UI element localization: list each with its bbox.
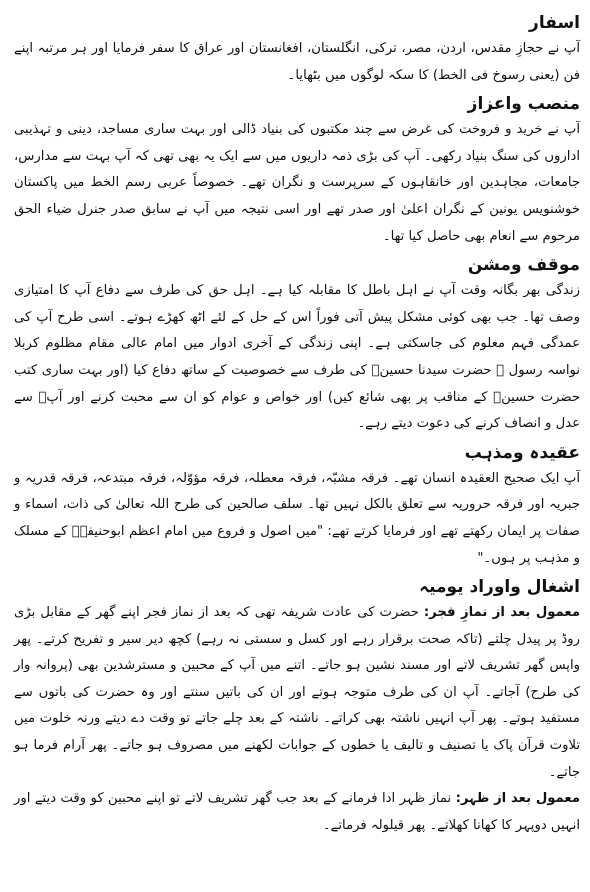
text-after-zuhr: نماز ظہر ادا فرمانے کے بعد جب گھر تشریف لاتے تو اپنے محبین کو وقت دیتے اور انہیں دوپہر کا کھانا کھلاتے۔ پھر قیلولہ فرماتے۔ — [14, 791, 580, 833]
section-positions-honours — [14, 91, 580, 250]
heading-travels: اسفار — [529, 13, 580, 33]
paragraph-after-zuhr — [14, 786, 580, 839]
lead-after-zuhr: معمول بعد از ظہر: — [455, 791, 580, 807]
section-travels — [14, 10, 580, 89]
heading-positions-honours: منصب واعزاز — [467, 94, 580, 115]
paragraph-after-fajr — [14, 600, 580, 786]
heading-creed: عقیدہ ومذہب — [464, 442, 580, 463]
lead-after-fajr: معمول بعد از نمازِ فجر: — [423, 605, 580, 621]
paragraph-creed: آپ ایک صحیح العقیدہ انسان تھے۔ فرقہ مشبّہ، فرقہ معطلہ، فرقہ مؤوّلہ، فرقہ مبتدعہ، فرقہ قدریہ و جبریہ اور فرقہ حروریہ سے تعلق بالکل نہیں تھا۔ سلف صالحین کی طرح اللہ تعالیٰ کی ذات، اسماء و صفات پر ایمان رکھتے تھے اور فرمایا کرتے تھے: "میں اصول و فروع میں امام اعظم ابوحنیفہؒ کے مسلک و مذہب پر ہوں۔" — [14, 470, 580, 566]
paragraph-positions-honours: آپ نے خرید و فروخت کی غرض سے چند مکتبوں کی بنیاد ڈالی اور بہت ساری مساجد، دینی و تہذیبی اداروں کی سنگ بنیاد رکھی۔ آپ کی بڑی ذمہ داریوں میں سے ایک یہ بھی تھی کہ آپ بہت سے مدارس، جامعات، مجاہدین اور خانقاہوں کے سرپرست و نگران تھے۔ خصوصاً عربی رسم الخط میں پاکستان خوشنویس یونین کے نگران اعلیٰ اور صدر تھے اور اسی نتیجہ میں آپ نے سابق صدر جنرل ضیاء الحق مرحوم سے انعام بھی حاصل کیا تھا۔ — [14, 122, 580, 244]
section-stance-mission — [14, 252, 580, 438]
text-after-fajr: حضرت کی عادت شریفہ تھی کہ بعد از نماز فجر اپنے گھر کے مقابل بڑی روڈ پر پیدل چلتے (تاکہ صحت برقرار رہے اور کسل و سستی نہ رہے) کچھ دیر سیر و تفریح کرتے۔ پھر واپس گھر تشریف لاتے اور مسند نشین ہو جاتے۔ اتنے میں آپ کے محبین و مسترشدین بھی (پروانہ وار کی طرح) آجاتے۔ آپ ان کی طرف متوجہ ہوتے اور ان کی باتیں سنتے اور وہ حضرت کی باتوں سے مستفید ہوتے۔ پھر آپ انہیں ناشتہ بھی کراتے۔ ناشتہ کے بعد چلے جاتے تو وقت دے دیتے ورنہ خلوت میں تلاوت قرآن پاک یا تصنیف و تالیف یا خطوں کے جوابات لکھنے میں مصروف ہو جاتے۔ پھر آرام فرما ہو جاتے۔ — [14, 605, 580, 780]
section-creed — [14, 440, 580, 572]
heading-daily-routine: اشغال واوراد یومیہ — [419, 577, 580, 598]
paragraph-travels: آپ نے حجازِ مقدس، اردن، مصر، ترکی، انگلستان، افغانستان اور عراق کا سفر فرمایا اور ہر مرتبہ اپنے فن (یعنی رسوخ فی الخط) کا سکہ لوگوں میں بٹھایا۔ — [14, 41, 580, 83]
heading-stance-mission: موقف ومشن — [467, 255, 580, 276]
paragraph-stance-mission: زندگی بھر بگانہ وقت آپ نے اہل باطل کا مقابلہ کیا ہے۔ اہل حق کی طرف سے دفاع آپ کا امتیازی وصف تھا۔ جب بھی کوئی مشکل پیش آتی فوراً اس کے حل کے لئے اٹھ کھڑے ہوتے۔ اسی طرح آپ کی عمدگی فہم معلوم کی جاسکتی ہے۔ اپنی زندگی کے آخری ادوار میں امام عالی مقام مظلوم کربلا نواسہ رسول ﷺ حضرت سیدنا حسینؓ کی طرف سے خصوصیت کے ساتھ دفاع کیا (اور بہت ساری کتب حضرت حسینؓ کے مناقب پر بھی شائع کیں) اور خواص و عوام کو ان سے محبت کرنے اور آپؓ سے عدل و انصاف کرنے کی دعوت دیتے رہے۔ — [14, 283, 580, 432]
section-daily-routine — [14, 574, 580, 839]
document-page — [14, 6, 580, 888]
